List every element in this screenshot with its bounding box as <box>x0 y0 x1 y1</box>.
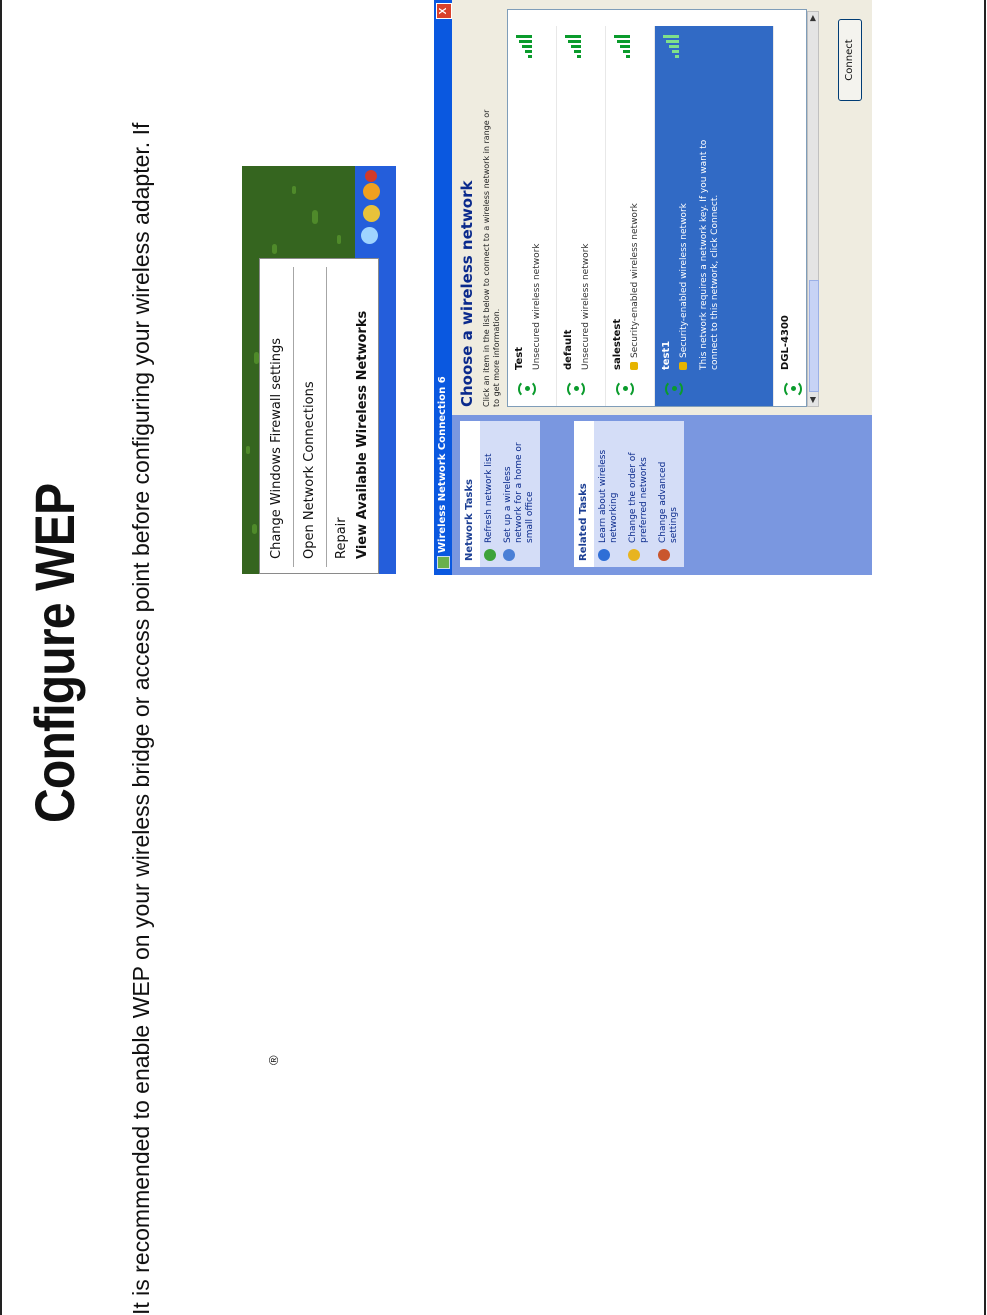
flag-icon[interactable] <box>365 170 377 182</box>
context-menu <box>259 258 379 574</box>
dialog-title: Wireless Network Connection 6 <box>437 376 448 553</box>
network-tray-icon[interactable] <box>361 227 378 244</box>
network-name: default <box>563 329 574 370</box>
dialog-titlebar <box>434 0 452 575</box>
setup-wireless-network-label: Set up a wireless network for a home or small office <box>503 442 535 543</box>
network-row-dgl-4300[interactable] <box>774 26 807 406</box>
connect-button[interactable]: Connect <box>838 19 862 101</box>
menu-item-repair[interactable]: Repair <box>334 517 349 559</box>
menu-separator <box>293 267 294 567</box>
menu-item-view-wireless-networks[interactable]: View Available Wireless Networks <box>355 310 370 559</box>
scroll-right-arrow[interactable]: ▶ <box>808 14 817 22</box>
menu-item-open-connections[interactable]: Open Network Connections <box>302 381 317 559</box>
network-tasks-box <box>460 421 540 567</box>
shield-icon[interactable] <box>363 205 380 222</box>
network-name: test1 <box>661 340 672 370</box>
menu-item-firewall-settings[interactable]: Change Windows Firewall settings <box>269 337 284 559</box>
choose-network-instructions: Click an item in the list below to connect to a wireless network in range or to get more information. <box>482 109 501 407</box>
star-icon <box>628 549 640 561</box>
wireless-antenna-icon <box>663 378 685 400</box>
network-row-default[interactable] <box>557 26 606 406</box>
learn-wireless-label: Learn about wireless networking <box>598 449 619 543</box>
signal-strength-icon <box>663 36 679 58</box>
settings-icon <box>658 549 670 561</box>
learn-wireless-link[interactable] <box>594 421 624 567</box>
tray-menu-screenshot <box>242 166 396 574</box>
setup-network-icon <box>503 549 515 561</box>
wireless-antenna-icon <box>614 378 636 400</box>
lock-icon <box>630 362 638 370</box>
network-status: Security-enabled wireless network <box>630 203 640 358</box>
network-key-required-note: This network requires a network key. If you want to connect to this network, click Connect. <box>699 139 720 370</box>
change-advanced-settings-link[interactable] <box>654 421 684 567</box>
network-row-test1-selected[interactable] <box>655 26 774 406</box>
choose-network-heading: Choose a wireless network <box>458 180 476 407</box>
network-tasks-header: Network Tasks <box>460 421 480 567</box>
network-status: Unsecured wireless network <box>581 243 591 370</box>
refresh-icon <box>484 549 496 561</box>
scroll-left-arrow[interactable]: ◀ <box>808 396 817 404</box>
task-pane <box>452 415 872 575</box>
refresh-network-list-link[interactable] <box>480 421 499 567</box>
network-row-test[interactable] <box>508 26 557 406</box>
network-status: Unsecured wireless network <box>532 243 542 370</box>
wireless-antenna-icon <box>565 378 587 400</box>
close-icon[interactable]: X <box>436 3 452 19</box>
signal-strength-icon <box>516 36 532 58</box>
signal-strength-icon <box>614 36 630 58</box>
security-center-icon[interactable] <box>363 183 380 200</box>
network-name: DGL-4300 <box>780 315 791 370</box>
lock-icon <box>679 362 687 370</box>
registered-mark: ® <box>266 1055 281 1065</box>
network-row-salestest[interactable] <box>606 26 655 406</box>
network-list <box>507 9 807 407</box>
wireless-connection-dialog <box>434 0 872 575</box>
network-name: Test <box>514 346 525 370</box>
info-icon <box>598 549 610 561</box>
scrollbar-thumb[interactable] <box>809 280 819 392</box>
menu-separator <box>326 267 327 567</box>
horizontal-scrollbar[interactable] <box>807 11 819 407</box>
signal-strength-icon <box>565 36 581 58</box>
wireless-antenna-icon <box>516 378 538 400</box>
change-network-order-label: Change the order of preferred networks <box>628 452 649 543</box>
change-network-order-link[interactable] <box>624 421 654 567</box>
change-advanced-settings-label: Change advanced settings <box>658 461 679 543</box>
wireless-antenna-icon <box>782 378 804 400</box>
related-tasks-box <box>574 421 684 567</box>
network-status: Security-enabled wireless network <box>679 203 689 358</box>
wireless-connection-icon <box>437 556 450 569</box>
page-title: Configure WEP <box>23 483 86 823</box>
related-tasks-header: Related Tasks <box>574 421 594 567</box>
network-name: salestest <box>612 318 623 370</box>
network-list-pane <box>452 0 872 415</box>
setup-wireless-network-link[interactable] <box>499 421 540 567</box>
intro-paragraph: It is recommended to enable WEP on your wireless bridge or access point before configuring your wireless adapter. If <box>128 122 154 1315</box>
refresh-network-list-label: Refresh network list <box>484 453 494 543</box>
